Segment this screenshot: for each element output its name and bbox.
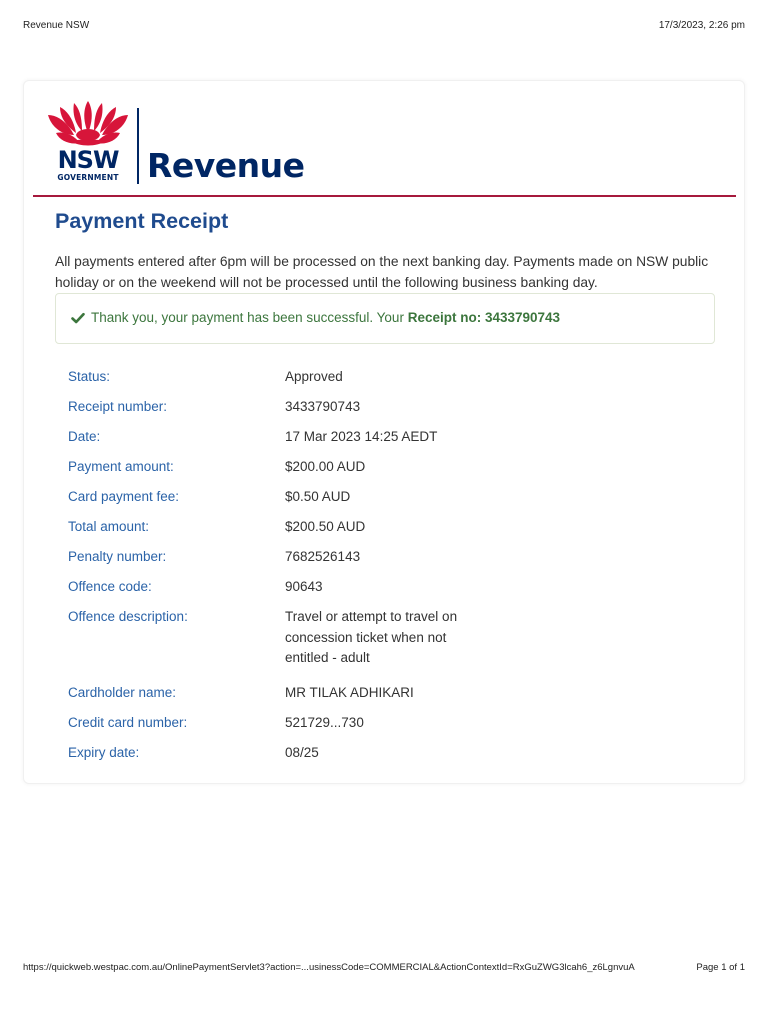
print-footer-url: https://quickweb.westpac.com.au/OnlinePaymentServlet3?action=...usinessCode=COMMERCIAL&ActionContextId=RxGuZWG3lcah6_z6LgnvuA — [23, 962, 635, 973]
print-header — [23, 20, 745, 34]
offence-code-value: 90643 — [285, 579, 323, 594]
payment-amount-value: $200.00 AUD — [285, 459, 366, 474]
status-value: Approved — [285, 369, 343, 384]
payment-amount-label: Payment amount: — [68, 459, 174, 474]
logo-revenue-text: Revenue — [147, 146, 305, 185]
receipt-card — [23, 80, 745, 784]
date-value: 17 Mar 2023 14:25 AEDT — [285, 429, 438, 444]
logo-nsw-text: NSW — [57, 146, 119, 174]
card-fee-label: Card payment fee: — [68, 489, 180, 504]
success-alert — [55, 293, 715, 344]
page-title: Payment Receipt — [55, 209, 229, 233]
penalty-number-value: 7682526143 — [285, 549, 361, 564]
offence-description-value: Travel or attempt to travel on concession ticket when not entitled - adult — [285, 609, 458, 665]
print-footer-page: Page 1 of 1 — [696, 962, 745, 973]
cardholder-name-value: MR TILAK ADHIKARI — [285, 685, 414, 700]
date-label: Date: — [68, 429, 101, 444]
total-amount-label: Total amount: — [68, 519, 150, 534]
print-header-datetime: 17/3/2023, 2:26 pm — [658, 20, 745, 31]
cardholder-name-label: Cardholder name: — [68, 685, 177, 700]
credit-card-number-value: 521729...730 — [285, 715, 364, 730]
offence-description-label: Offence description: — [68, 609, 188, 624]
processing-notice: All payments entered after 6pm will be processed on the next banking day. Payments made on NSW public holiday or on the weekend will not be processed until the following business banking day. — [55, 254, 709, 290]
waratah-icon — [46, 101, 130, 149]
expiry-date-value: 08/25 — [285, 745, 319, 760]
penalty-number-label: Penalty number: — [68, 549, 167, 564]
total-amount-value: $200.50 AUD — [285, 519, 366, 534]
check-icon — [71, 311, 85, 325]
success-message — [91, 310, 560, 325]
logo-government-text: GOVERNMENT — [57, 173, 119, 182]
offence-code-label: Offence code: — [68, 579, 152, 594]
receipt-no-highlight: Receipt no: 3433790743 — [407, 310, 561, 325]
status-label: Status: — [68, 369, 111, 384]
print-footer — [23, 962, 745, 976]
credit-card-number-label: Credit card number: — [68, 715, 188, 730]
print-header-title: Revenue NSW — [23, 20, 90, 31]
receipt-number-label: Receipt number: — [68, 399, 168, 414]
receipt-number-value: 3433790743 — [285, 399, 361, 414]
header-divider — [33, 195, 736, 197]
nsw-revenue-logo[interactable] — [46, 101, 336, 187]
expiry-date-label: Expiry date: — [68, 745, 140, 760]
success-message-text: Thank you, your payment has been successful. Your — [91, 310, 404, 325]
card-fee-value: $0.50 AUD — [285, 489, 351, 504]
logo-divider — [137, 108, 139, 184]
